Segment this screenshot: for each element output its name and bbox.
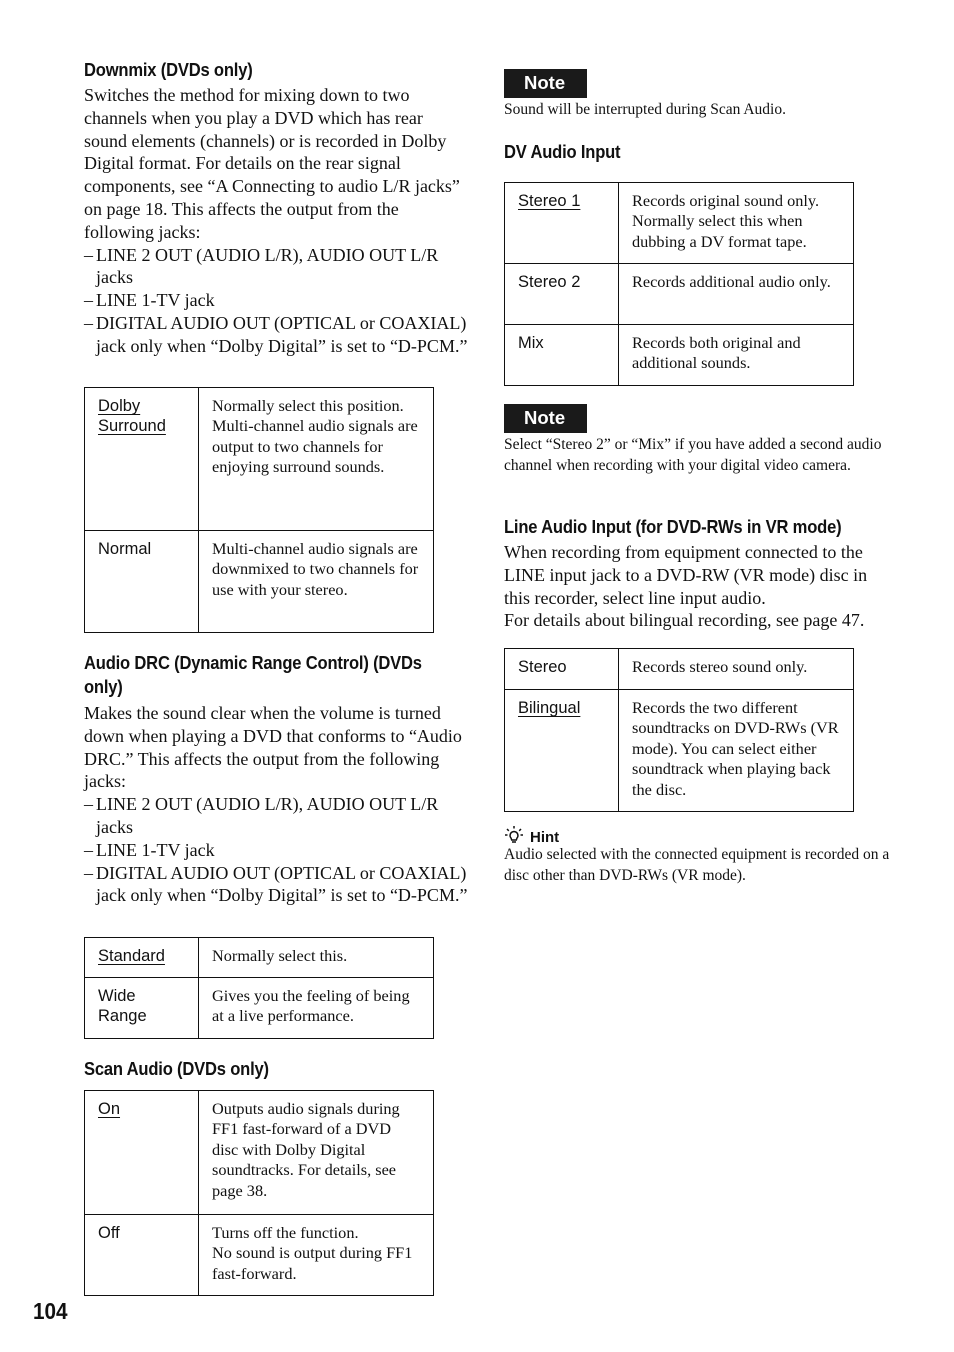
option-normal: Normal [85, 531, 199, 633]
option-description: Outputs audio signals during FF1 fast-forward of a DVD disc with Dolby Digital soundtracks. For details, see page 38. [199, 1091, 434, 1215]
note-text: Sound will be interrupted during Scan Audio. [504, 101, 786, 118]
line-audio-heading: Line Audio Input (for DVD-RWs in VR mode) [504, 517, 842, 537]
table-row [505, 183, 854, 264]
table-row [85, 531, 434, 633]
page-number: 104 [33, 1298, 68, 1324]
option-key: Surround [98, 417, 166, 435]
downmix-bullet-3-text: DIGITAL AUDIO OUT (OPTICAL or COAXIAL) jack only when “Dolby Digital” is set to “D-PCM.” [96, 312, 468, 356]
option-mix: Mix [505, 325, 619, 386]
hint-text: Audio selected with the connected equipment is recorded on a disc other than DVD-RWs (VR mode). [504, 846, 890, 884]
option-key: Standard [98, 947, 165, 965]
table-row [505, 264, 854, 325]
downmix-heading: Downmix (DVDs only) [84, 60, 253, 80]
option-stereo: Stereo [505, 649, 619, 690]
dv-audio-heading: DV Audio Input [504, 142, 621, 162]
table-row [85, 938, 434, 978]
downmix-paragraph [84, 84, 468, 358]
option-description-line: Turns off the function. [212, 1223, 359, 1242]
note-text: Select “Stereo 2” or “Mix” if you have added a second audio channel when recording with your digital video camera. [504, 436, 882, 474]
option-stereo-1 [505, 183, 619, 264]
option-standard [85, 938, 199, 978]
option-description: Normally select this. [199, 938, 434, 978]
option-stereo-2: Stereo 2 [505, 264, 619, 325]
table-row [505, 649, 854, 690]
scan-audio-table [84, 1090, 434, 1296]
option-description: Records both original and additional sounds. [619, 325, 854, 386]
downmix-bullet-1: – LINE 2 OUT (AUDIO L/R), AUDIO OUT L/R jacks [84, 244, 439, 288]
downmix-table [84, 387, 434, 633]
option-key: On [98, 1100, 121, 1118]
option-key: Dolby [98, 397, 141, 415]
hint-label: Hint [530, 829, 560, 846]
downmix-bullet-3: – DIGITAL AUDIO OUT (OPTICAL or COAXIAL) jack only when “Dolby Digital” is set to “D-PCM.” [84, 312, 468, 356]
option-description: Records original sound only. Normally select this when dubbing a DV format tape. [619, 183, 854, 264]
audio-drc-description: Makes the sound clear when the volume is turned down when playing a DVD that conforms to “Audio DRC.” This affects the output from the following jacks: [84, 703, 462, 792]
option-description: Gives you the feeling of being at a live performance. [199, 978, 434, 1039]
option-description-line: Multi-channel audio signals are output to two channels for enjoying surround sounds. [212, 416, 418, 477]
option-wide-range [85, 978, 199, 1039]
audio-drc-bullet-1-text: LINE 2 OUT (AUDIO L/R), AUDIO OUT L/R jacks [96, 794, 439, 837]
option-description-line: Normally select this position. [212, 396, 404, 415]
audio-drc-heading: Audio DRC (Dynamic Range Control) (DVDs only) [84, 653, 422, 697]
line-audio-description: When recording from equipment connected to the LINE input jack to a DVD-RW (VR mode) disc in this recorder, select line input audio. [504, 542, 868, 608]
option-key: Stereo 1 [518, 192, 581, 210]
note-label: Note [504, 404, 587, 433]
note-label: Note [504, 69, 587, 98]
table-row [505, 325, 854, 386]
option-key: Wide [98, 987, 136, 1005]
downmix-bullet-1-text: LINE 2 OUT (AUDIO L/R), AUDIO OUT L/R jacks [96, 244, 439, 288]
option-off: Off [85, 1215, 199, 1296]
line-audio-table [504, 648, 854, 812]
table-row [85, 1091, 434, 1215]
audio-drc-bullet-3-text: DIGITAL AUDIO OUT (OPTICAL or COAXIAL) jack only when “Dolby Digital” is set to “D-PCM.” [96, 862, 468, 906]
option-description: Records stereo sound only. [619, 649, 854, 690]
option-key: Bilingual [518, 699, 581, 717]
audio-drc-bullet-2: – LINE 1-TV jack [84, 839, 215, 860]
option-bilingual [505, 690, 619, 812]
audio-drc-table [84, 937, 434, 1039]
option-description: Records additional audio only. [619, 264, 854, 325]
downmix-bullet-2-text: LINE 1-TV jack [96, 290, 215, 311]
downmix-description: Switches the method for mixing down to two channels when you play a DVD which has rear sound elements (channels) or is recorded in Dolby Digital format. For details on the rear signal components, see “A Connecting to audio L/R jacks” on page 18. This affects the output from the following jacks: [84, 85, 460, 242]
audio-drc-bullet-2-text: LINE 1-TV jack [96, 839, 215, 860]
option-dolby-surround [85, 388, 199, 531]
audio-drc-bullet-1: – LINE 2 OUT (AUDIO L/R), AUDIO OUT L/R jacks [84, 794, 439, 837]
table-row [85, 978, 434, 1039]
scan-audio-heading: Scan Audio (DVDs only) [84, 1059, 269, 1079]
table-row [85, 388, 434, 531]
audio-drc-bullet-3: – DIGITAL AUDIO OUT (OPTICAL or COAXIAL) jack only when “Dolby Digital” is set to “D-PCM.” [84, 862, 468, 906]
option-on [85, 1091, 199, 1215]
line-audio-description-2: For details about bilingual recording, see page 47. [504, 610, 865, 631]
option-description: Multi-channel audio signals are downmixed to two channels for use with your stereo. [199, 531, 434, 633]
option-description: Records the two different soundtracks on DVD-RWs (VR mode). You can select either soundtrack when playing back the disc. [619, 690, 854, 812]
line-audio-paragraph [504, 541, 894, 632]
option-description [199, 1215, 434, 1296]
table-row [505, 690, 854, 812]
dv-audio-table [504, 182, 854, 386]
option-key: Range [98, 1007, 147, 1025]
downmix-bullet-2: – LINE 1-TV jack [84, 290, 215, 311]
audio-drc-paragraph [84, 702, 468, 907]
table-row [85, 1215, 434, 1296]
option-description [199, 388, 434, 531]
option-description-line: No sound is output during FF1 fast-forward. [212, 1243, 413, 1283]
